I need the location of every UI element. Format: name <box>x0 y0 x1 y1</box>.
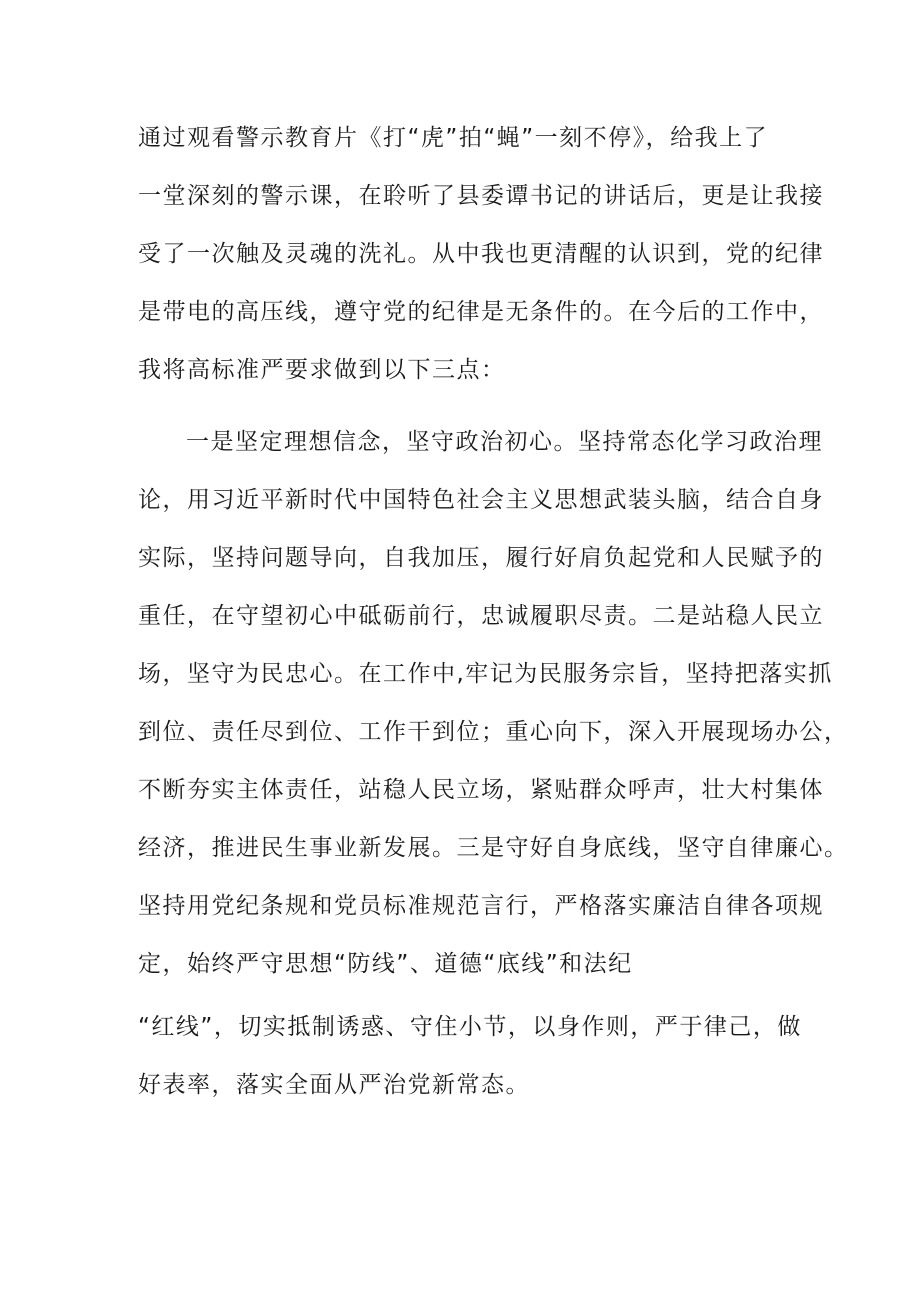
text-line: 实际，坚持问题导向，自我加压，履行好肩负起党和人民赋予的 <box>138 545 824 571</box>
text-line: 一是坚定理想信念，坚守政治初心。坚持常态化学习政治理 <box>186 429 823 455</box>
text-line: 定，始终严守思想“防线”、道德“底线”和法纪 <box>138 951 633 977</box>
text-line: 场，坚守为民忠心。在工作中,牢记为民服务宗旨，坚持把落实抓 <box>138 661 833 687</box>
text-line: 不断夯实主体责任，站稳人民立场，紧贴群众呼声，壮大村集体 <box>138 777 824 803</box>
text-line: 我将高标准严要求做到以下三点： <box>138 357 506 383</box>
text-line: 是带电的高压线，遵守党的纪律是无条件的。在今后的工作中， <box>138 299 824 325</box>
text-line: 坚持用党纪条规和党员标准规范言行，严格落实廉洁自律各项规 <box>138 893 824 919</box>
text-line: 一堂深刻的警示课，在聆听了县委谭书记的讲话后，更是让我接 <box>138 183 824 209</box>
text-line: 经济，推进民生事业新发展。三是守好自身底线，坚守自律廉心。 <box>138 835 849 861</box>
text-line: 到位、责任尽到位、工作干到位；重心向下，深入开展现场办公， <box>138 719 849 745</box>
text-line: 通过观看警示教育片《打“虎”拍“蝇”一刻不停》，给我上了 <box>138 125 769 151</box>
text-line: 受了一次触及灵魂的洗礼。从中我也更清醒的认识到，党的纪律 <box>138 241 824 267</box>
text-line: “红线”，切实抵制诱惑、守住小节，以身作则，严于律己，做 <box>138 1014 802 1040</box>
text-line: 重任，在守望初心中砥砺前行，忠诚履职尽责。二是站稳人民立 <box>138 603 824 629</box>
text-line: 好表率，落实全面从严治党新常态。 <box>138 1072 530 1098</box>
text-line: 论，用习近平新时代中国特色社会主义思想武装头脑，结合自身 <box>138 487 824 513</box>
